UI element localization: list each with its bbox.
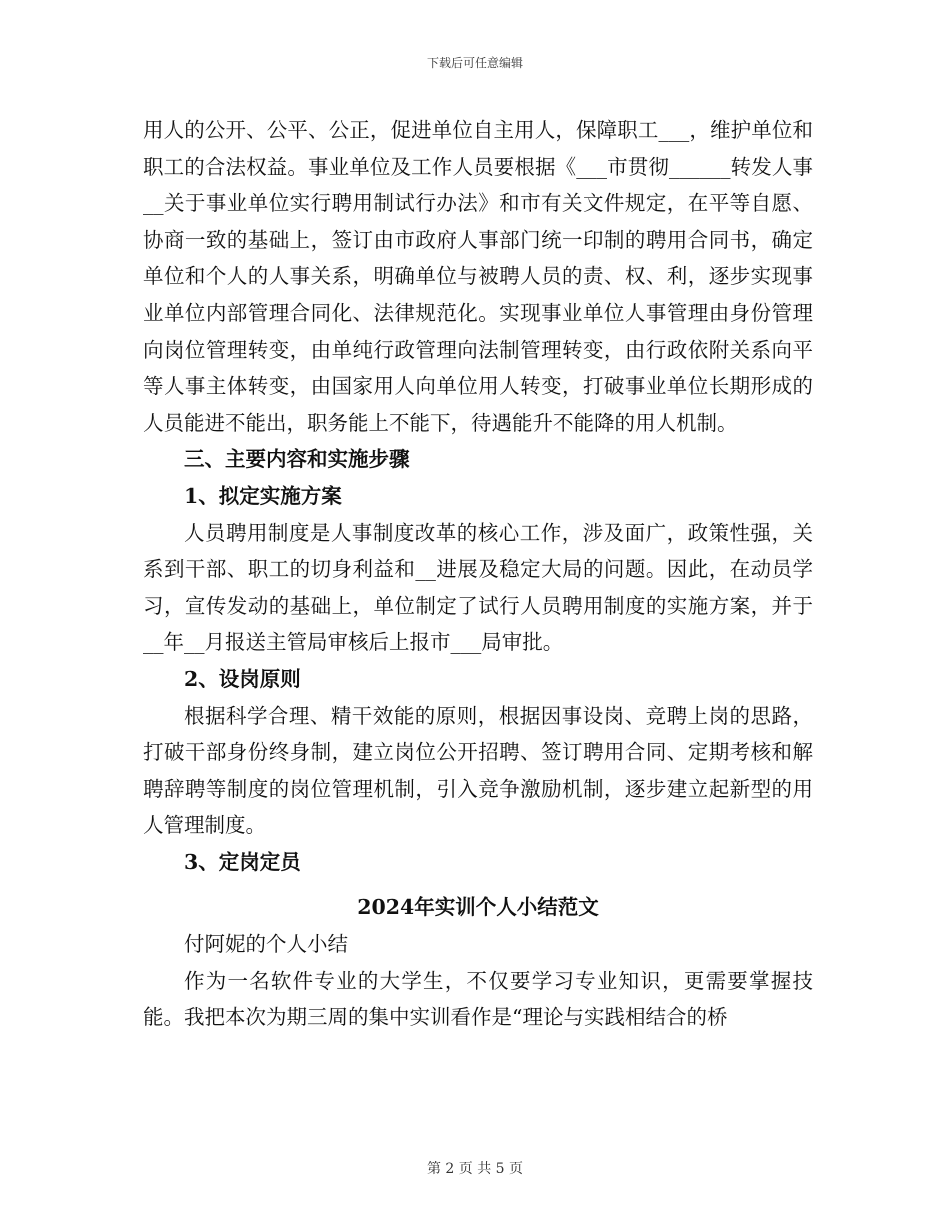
paragraph-2: 人员聘用制度是人事制度改革的核心工作，涉及面广，政策性强，关系到干部、职工的切身利益和__进展及稳定大局的问题。因此，在动员学习，宣传发动的基础上，单位制定了试行人员聘用制度的实施方案，并于__年__月报送主管局审核后上报市___局审批。 (143, 520, 813, 655)
paragraph-3: 根据科学合理、精干效能的原则，根据因事设岗、竞聘上岗的思路，打破干部身份终身制，建立岗位公开招聘、签订聘用合同、定期考核和解聘辞聘等制度的岗位管理机制，引入竞争激励机制，逐步建立起新型的用人管理制度。 (143, 703, 813, 838)
article-title: 2024年实训个人小结范文 (357, 895, 599, 920)
page-footer: 第 2 页 共 5 页 (426, 1161, 524, 1177)
subheading-3-1: 1、拟定实施方案 (184, 483, 342, 508)
page-header: 下载后可任意编辑 (426, 56, 523, 70)
paragraph-5: 作为一名软件专业的大学生，不仅要学习专业知识，更需要掌握技能。我把本次为期三周的集中实训看作是“理论与实践相结合的桥 (143, 968, 813, 1030)
paragraph-4: 付阿妮的个人小结 (184, 932, 348, 957)
subheading-3-2: 2、设岗原则 (184, 666, 301, 691)
paragraph-1: 用人的公开、公平、公正，促进单位自主用人，保障职工___，维护单位和职工的合法权益。事业单位及工作人员要根据《___市贯彻______转发人事__关于事业单位实行聘用制试行办法》和市有关文件规定，在平等自愿、协商一致的基础上，签订由市政府人事部门统一印制的聘用合同书，确定单位和个人的人事关系，明确单位与被聘人员的责、权、利，逐步实现事业单位内部管理合同化、法律规范化。实现事业单位人事管理由身份管理向岗位管理转变，由单纯行政管理向法制管理转变，由行政依附关系向平等人事主体转变，由国家用人向单位用人转变，打破事业单位长期形成的人员能进不能出，职务能上不能下，待遇能升不能降的用人机制。 (143, 118, 813, 435)
document-body (143, 112, 813, 1036)
section-heading-3: 三、主要内容和实施步骤 (184, 447, 410, 472)
subheading-3-3: 3、定岗定员 (184, 849, 301, 874)
